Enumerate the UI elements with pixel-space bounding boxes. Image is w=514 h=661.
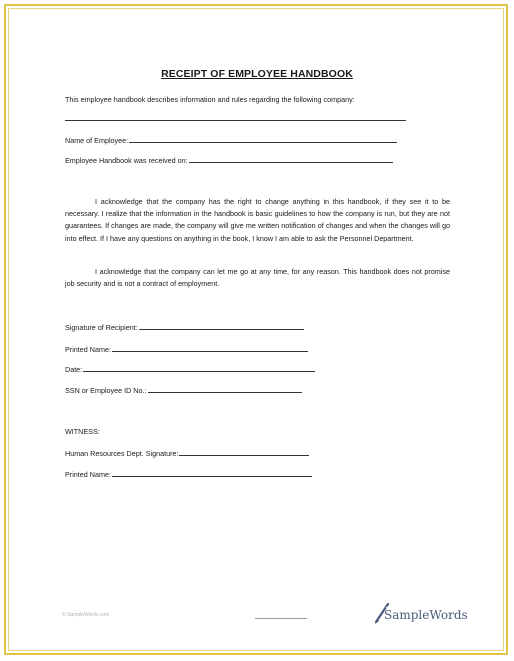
acknowledgement-paragraph-2 — [65, 266, 450, 290]
document-title: RECEIPT OF EMPLOYEE HANDBOOK — [161, 68, 353, 80]
date-field[interactable] — [83, 364, 315, 372]
ssn-label: SSN or Employee ID No.: — [65, 386, 147, 395]
name-of-employee-label: Name of Employee: — [65, 136, 129, 145]
handbook-received-row — [65, 155, 393, 165]
name-of-employee-row — [65, 135, 397, 145]
ssn-row — [65, 385, 302, 395]
name-of-employee-field[interactable] — [129, 135, 397, 143]
date-row — [65, 364, 315, 374]
handbook-received-label: Employee Handbook was received on: — [65, 156, 188, 165]
witness-printed-name-label: Printed Name: — [65, 470, 111, 479]
printed-name-row — [65, 344, 308, 354]
footer-copyright: © SampleWords.com — [62, 612, 110, 618]
printed-name-label: Printed Name: — [65, 345, 111, 354]
paragraph-2-text: I acknowledge that the company can let me go at any time, for any reason. This handbook does not promise job security and is not a contract of employment. — [65, 267, 450, 289]
ssn-field[interactable] — [148, 385, 302, 393]
signature-row — [65, 322, 304, 332]
company-name-line[interactable] — [65, 120, 406, 121]
date-label: Date: — [65, 365, 83, 374]
paragraph-1-text: I acknowledge that the company has the right to change anything in this handbook, if they see it to be necessary. I realize that the information in the handbook is basic guidelines to how the company is run, but they are not guarantees. If changes are made, the company will give me written notification of changes and when the changes will go into effect. If I have any questions on anything in the book, I know I am able to ask the Personnel Department. — [65, 197, 450, 243]
samplewords-logo — [372, 600, 468, 630]
intro-text: This employee handbook describes information and rules regarding the following company: — [65, 95, 355, 104]
witness-label: WITNESS: — [65, 427, 100, 436]
witness-printed-name-row — [65, 469, 312, 479]
signature-field[interactable] — [139, 322, 304, 330]
hr-signature-label: Human Resources Dept. Signature: — [65, 449, 179, 458]
logo-text: SampleWords — [384, 608, 468, 622]
acknowledgement-paragraph-1 — [65, 196, 450, 245]
witness-printed-name-field[interactable] — [112, 469, 312, 477]
hr-signature-field[interactable] — [179, 448, 309, 456]
handbook-received-field[interactable] — [189, 155, 393, 163]
hr-signature-row — [65, 448, 309, 458]
printed-name-field[interactable] — [112, 344, 308, 352]
signature-label: Signature of Recipient: — [65, 323, 138, 332]
footer-link-underline — [255, 618, 307, 619]
